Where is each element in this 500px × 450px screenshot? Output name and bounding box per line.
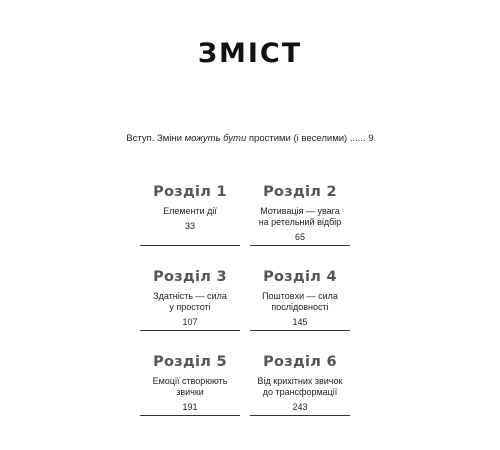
chapter-title: Розділ 5 bbox=[153, 354, 227, 370]
chapter-name: Здатність — сила у простоті bbox=[153, 291, 227, 312]
chapter-entry-1[interactable] bbox=[140, 183, 240, 268]
chapter-divider bbox=[250, 330, 350, 331]
chapter-page-number: 191 bbox=[182, 402, 198, 412]
chapter-name: Поштовхи — сила послідовності bbox=[262, 291, 338, 312]
chapter-page-number: 33 bbox=[184, 221, 195, 231]
chapter-name: Від крихітних звичок до трансформації bbox=[257, 376, 343, 397]
chapter-title: Розділ 2 bbox=[263, 184, 337, 200]
chapter-title: Розділ 6 bbox=[263, 354, 337, 370]
chapter-title: Розділ 4 bbox=[263, 269, 337, 285]
chapter-page-number: 243 bbox=[292, 402, 308, 412]
chapter-page-number: 65 bbox=[294, 232, 305, 242]
chapter-name: Мотивація — увага на ретельний відбір bbox=[258, 206, 342, 227]
chapter-entry-3[interactable] bbox=[140, 268, 240, 353]
chapter-divider bbox=[140, 330, 240, 331]
intro-italic: можуть бути bbox=[184, 133, 247, 144]
chapter-divider bbox=[250, 415, 350, 416]
chapter-divider bbox=[250, 245, 350, 246]
intro-text: Вступ. Зміни bbox=[126, 133, 185, 144]
chapter-divider bbox=[140, 245, 240, 246]
chapter-entry-5[interactable] bbox=[140, 353, 240, 438]
chapter-name: Емоції створюють звички bbox=[152, 376, 228, 397]
chapter-name: Елементи дії bbox=[163, 206, 217, 216]
chapter-entry-2[interactable] bbox=[250, 183, 350, 268]
chapter-entry-4[interactable] bbox=[250, 268, 350, 353]
intro-entry bbox=[0, 133, 500, 144]
intro-leader-dots: ...... bbox=[347, 133, 366, 144]
chapter-title: Розділ 1 bbox=[153, 184, 227, 200]
chapter-page-number: 107 bbox=[182, 317, 198, 327]
chapter-grid bbox=[140, 183, 350, 438]
intro-page-number: 9 bbox=[368, 133, 374, 144]
chapter-page-number: 145 bbox=[292, 317, 308, 327]
chapter-divider bbox=[140, 415, 240, 416]
page-title: ЗМІСТ bbox=[197, 38, 303, 69]
chapter-title: Розділ 3 bbox=[153, 269, 227, 285]
intro-text-end: простими (і веселими) bbox=[246, 133, 348, 144]
chapter-entry-6[interactable] bbox=[250, 353, 350, 438]
